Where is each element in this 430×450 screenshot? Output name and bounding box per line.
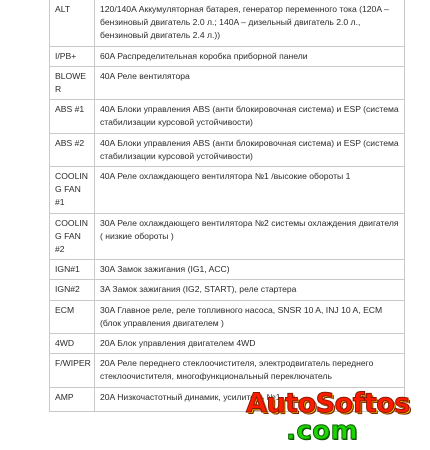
fuse-code-cell: ALT bbox=[50, 0, 95, 46]
table-row bbox=[50, 387, 405, 411]
table-row bbox=[50, 100, 405, 133]
fuse-description-cell: 30A Реле охлаждающего вентилятора №2 системы охлаждения двигателя ( низкие обороты ) bbox=[95, 213, 405, 260]
watermark-sub-text: .com bbox=[286, 416, 359, 446]
table-row bbox=[50, 133, 405, 166]
table-row bbox=[50, 66, 405, 99]
fuse-code-cell: IGN#2 bbox=[50, 280, 95, 300]
fuse-code-cell: I/PB+ bbox=[50, 46, 95, 66]
table-row bbox=[50, 260, 405, 280]
fuse-description-cell: 40A Реле вентилятора bbox=[95, 66, 405, 99]
table-row bbox=[50, 280, 405, 300]
table-row bbox=[50, 300, 405, 333]
fuse-table-body bbox=[50, 0, 405, 411]
fuse-description-cell: 40A Реле охлаждающего вентилятора №1 /высокие обороты 1 bbox=[95, 167, 405, 214]
fuse-code-cell: 4WD bbox=[50, 334, 95, 354]
watermark-main-text: AutoSoftos bbox=[246, 388, 410, 419]
table-row bbox=[50, 0, 405, 46]
fuse-description-cell: 20A Блок управления двигателем 4WD bbox=[95, 334, 405, 354]
fuse-description-cell: 3A Замок зажигания (IG2, START), реле стартера bbox=[95, 280, 405, 300]
fuse-description-cell: 30A Замок зажигания (IG1, ACC) bbox=[95, 260, 405, 280]
table-row bbox=[50, 354, 405, 387]
fuse-code-cell: BLOWER bbox=[50, 66, 95, 99]
table-row bbox=[50, 167, 405, 214]
fuse-code-cell: IGN#1 bbox=[50, 260, 95, 280]
fuse-code-cell: ABS #1 bbox=[50, 100, 95, 133]
fuse-code-cell: COOLING FAN #2 bbox=[50, 213, 95, 260]
fuse-description-cell: 40A Блоки управления ABS (анти блокировочная система) и ESP (система стабилизации курсовой устойчивости) bbox=[95, 100, 405, 133]
fuse-description-cell: 40A Блоки управления ABS (анти блокировочная система) и ESP (система стабилизации курсовой устойчивости) bbox=[95, 133, 405, 166]
fuse-code-cell: F/WIPER bbox=[50, 354, 95, 387]
fuse-table bbox=[49, 0, 405, 412]
table-row bbox=[50, 334, 405, 354]
table-row bbox=[50, 46, 405, 66]
fuse-code-cell: ECM bbox=[50, 300, 95, 333]
table-row bbox=[50, 213, 405, 260]
fuse-code-cell: COOLING FAN #1 bbox=[50, 167, 95, 214]
fuse-description-cell: 30A Главное реле, реле топливного насоса, SNSR 10 A, INJ 10 A, ECM (блок управления двигателем ) bbox=[95, 300, 405, 333]
fuse-code-cell: ABS #2 bbox=[50, 133, 95, 166]
fuse-description-cell: 120/140A Аккумуляторная батарея, генератор переменного тока (120A – бензиновый двигатель 2.0 л.; 140A – дизельный двигатель 2.0 л., бензиновый двигатель 2.4 л.)) bbox=[95, 0, 405, 46]
fuse-code-cell: AMP bbox=[50, 387, 95, 411]
fuse-description-cell: 20A Низкочастотный динамик, усилитель №1 bbox=[95, 387, 405, 411]
fuse-description-cell: 60A Распределительная коробка приборной панели bbox=[95, 46, 405, 66]
fuse-description-cell: 20A Реле переднего стеклоочистителя, электродвигатель переднего стеклоочистителя, многофункциональный переключатель bbox=[95, 354, 405, 387]
